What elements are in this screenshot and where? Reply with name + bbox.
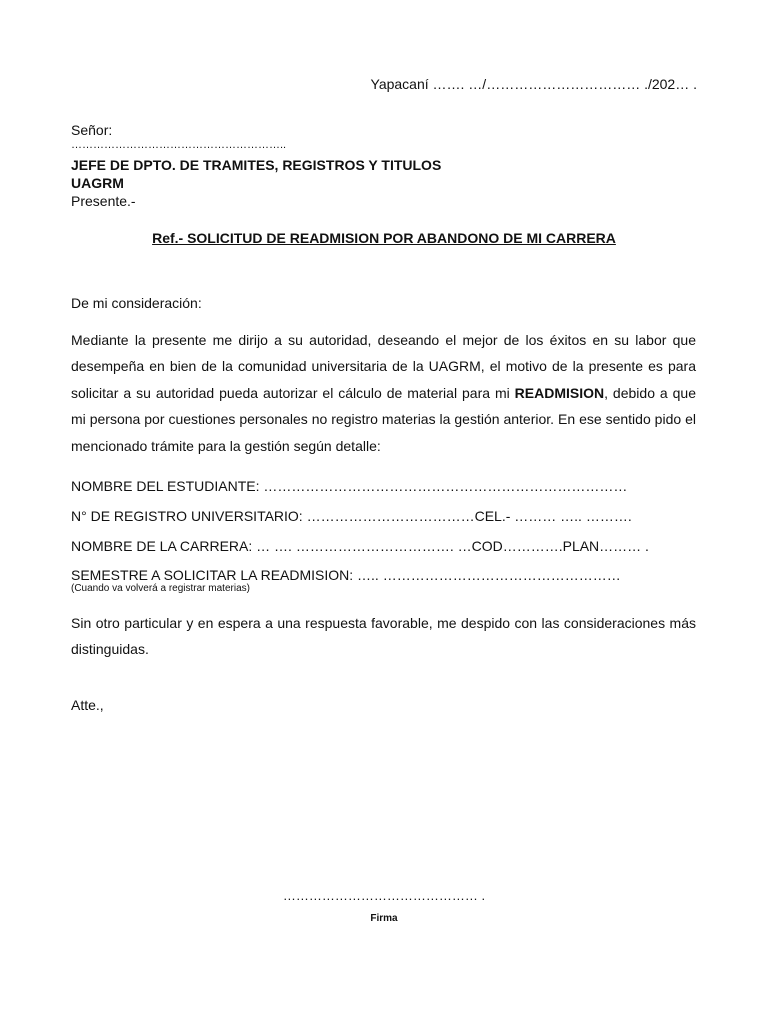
atte: Atte., — [71, 697, 104, 713]
field-registration: N° DE REGISTRO UNIVERSITARIO: ………………………………CEL.- ……… ….. ………. — [71, 508, 632, 524]
signature-line: ……………………………………… . — [282, 888, 486, 903]
body-bold-word: READMISION — [514, 384, 605, 401]
recipient-name-blank: ………………………………………………….. — [71, 139, 287, 151]
field-semester: SEMESTRE A SOLICITAR LA READMISION: ….. …………………………………………… — [71, 567, 621, 583]
closing-paragraph: Sin otro particular y en espera a una respuesta favorable, me despido con las consideraciones más distinguidas. — [71, 615, 696, 658]
body-text-part2: , debido a que mi persona por cuestiones personales no registro materias la gestión anterior. En ese sentido pido el mencionado trámite para la gestión según detalle: — [71, 384, 696, 454]
date-line: Yapacaní ……. …/…………………………… ./202… . — [370, 76, 697, 92]
field-career: NOMBRE DE LA CARRERA: … …. ……………………………. …COD………….PLAN……… . — [71, 538, 649, 554]
salutation: Señor: — [71, 122, 113, 138]
field-semester-note: (Cuando va volverá a registrar materias) — [71, 583, 250, 594]
body-paragraph — [71, 327, 696, 459]
recipient-title: JEFE DE DPTO. DE TRAMITES, REGISTROS Y TITULOS — [71, 157, 442, 173]
body-text-part1: Mediante la presente me dirijo a su autoridad, deseando el mejor de los éxitos en su labor que desempeña en bien de la comunidad universitaria de la UAGRM, el motivo de la presente es para solicitar a su autoridad pueda autorizar el cálculo de material para mi — [71, 332, 696, 401]
field-student-name: NOMBRE DEL ESTUDIANTE: …………………………………………………………………… — [71, 478, 628, 494]
signature-label: Firma — [370, 913, 398, 924]
reference-line: Ref.- SOLICITUD DE READMISION POR ABANDONO DE MI CARRERA — [152, 230, 616, 246]
greeting: De mi consideración: — [71, 295, 202, 311]
presente-line: Presente.- — [71, 193, 136, 209]
recipient-organization: UAGRM — [71, 175, 124, 191]
